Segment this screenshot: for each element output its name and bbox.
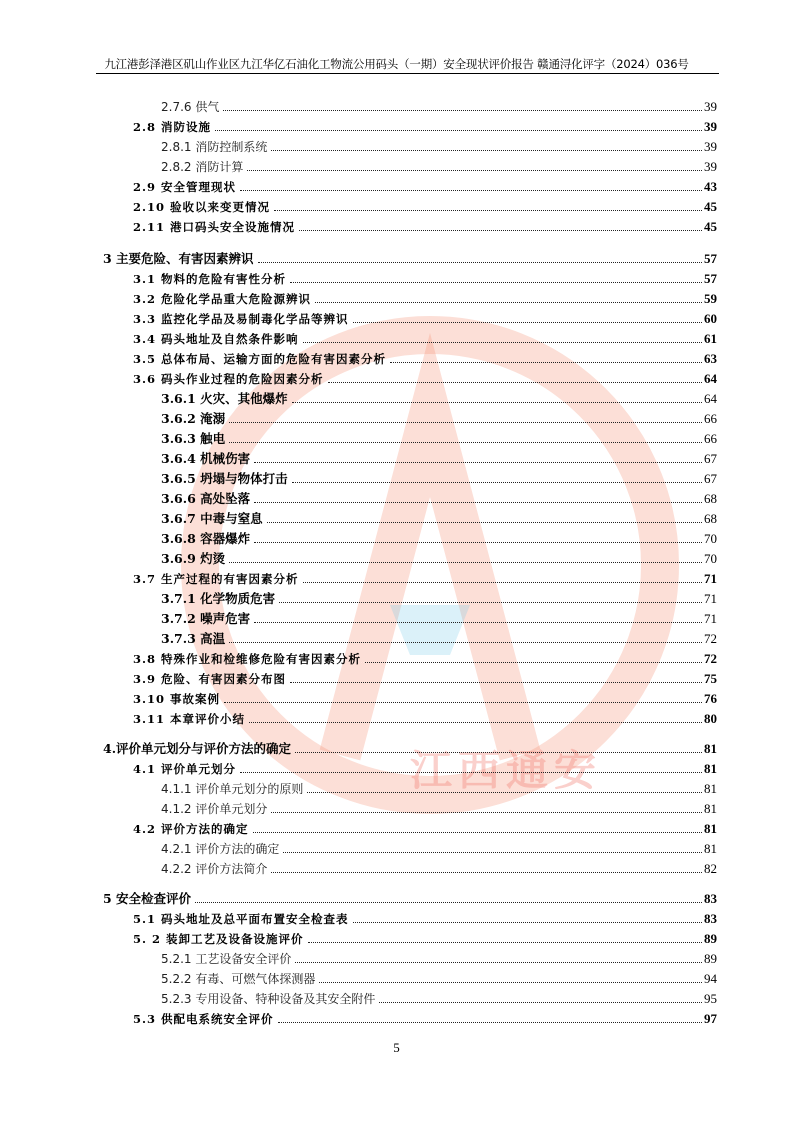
toc-entry-title: 3.6.9 灼烫 [161,551,226,566]
toc-entry-title: 3.6.2 淹溺 [161,411,226,426]
toc-entry[interactable] [133,267,717,287]
toc-entry-title: 3.2 危险化学品重大危险源辨识 [133,292,312,306]
toc-entry[interactable] [161,155,717,175]
toc-entry-page: 82 [704,861,717,876]
toc-entry[interactable] [161,467,717,487]
toc-entry-title: 4.1.1 评价单元划分的原则 [161,782,304,796]
toc-entry-title: 3.7 生产过程的有害因素分析 [133,572,299,586]
toc-entry[interactable] [133,115,717,135]
toc-entry-title: 4.1 评价单元划分 [133,762,237,776]
toc-entry-title: 5. 2 装卸工艺及设备设施评价 [133,932,304,946]
toc-leader-dots [229,562,702,563]
toc-entry-title: 3.6.5 坍塌与物体打击 [161,471,288,486]
toc-entry-title: 5.3 供配电系统安全评价 [133,1012,274,1026]
toc-entry[interactable] [133,567,717,587]
toc-entry-page: 83 [704,911,717,926]
toc-entry[interactable] [161,967,717,987]
toc-leader-dots [292,402,702,403]
toc-leader-dots [240,190,702,191]
toc-entry[interactable] [133,927,717,947]
toc-entry-page: 67 [704,451,717,466]
toc-leader-dots [365,662,702,663]
toc-leader-dots [229,422,702,423]
toc-entry-title: 3.5 总体布局、运输方面的危险有害因素分析 [133,352,387,366]
toc-entry[interactable] [133,307,717,327]
toc-entry[interactable] [103,737,717,757]
toc-entry[interactable] [133,707,717,727]
toc-entry[interactable] [133,907,717,927]
toc-entry-page: 45 [704,199,717,214]
toc-leader-dots [247,170,702,171]
toc-leader-dots [254,622,702,623]
toc-leader-dots [328,382,702,383]
toc-entry-page: 63 [704,351,717,366]
toc-entry-title: 2.10 验收以来变更情况 [133,200,271,214]
toc-leader-dots [229,442,702,443]
toc-entry-title: 3.7.3 高温 [161,631,226,646]
toc-entry[interactable] [133,647,717,667]
toc-entry[interactable] [161,447,717,467]
toc-leader-dots [195,902,702,903]
toc-entry-page: 89 [704,931,717,946]
toc-entry-title: 3.6.4 机械伤害 [161,451,251,466]
toc-entry[interactable] [133,667,717,687]
toc-entry[interactable] [161,547,717,567]
toc-entry-title: 3.4 码头地址及自然条件影响 [133,332,299,346]
toc-entry-title: 3.3 监控化学品及易制毒化学品等辨识 [133,312,349,326]
toc-entry-title: 3.11 本章评价小结 [133,712,246,726]
toc-entry-page: 81 [704,801,717,816]
toc-leader-dots [267,522,702,523]
toc-entry-page: 64 [704,371,717,386]
toc-entry-title: 2.9 安全管理现状 [133,180,237,194]
toc-entry-title: 5.1 码头地址及总平面布置安全检查表 [133,912,349,926]
toc-entry-page: 81 [704,821,717,836]
toc-leader-dots [295,962,702,963]
toc-entry-page: 66 [704,431,717,446]
toc-entry[interactable] [133,215,717,235]
toc-entry[interactable] [161,777,717,797]
toc-entry-title: 4.2.1 评价方法的确定 [161,842,280,856]
toc-entry[interactable] [103,247,717,267]
toc-entry-page: 64 [704,391,717,406]
toc-leader-dots [240,772,702,773]
toc-entry[interactable] [133,175,717,195]
toc-entry[interactable] [161,427,717,447]
toc-entry-page: 70 [704,551,717,566]
toc-entry[interactable] [133,327,717,347]
toc-leader-dots [299,230,702,231]
toc-leader-dots [319,982,702,983]
toc-entry-page: 70 [704,531,717,546]
toc-entry-page: 80 [704,711,717,726]
toc-entry-title: 3.9 危险、有害因素分布图 [133,672,287,686]
toc-entry[interactable] [161,947,717,967]
toc-leader-dots [223,110,702,111]
toc-entry-page: 57 [704,251,717,266]
toc-entry-title: 2.7.6 供气 [161,100,220,114]
page-number: 5 [393,1040,400,1055]
toc-leader-dots [271,812,702,813]
toc-leader-dots [303,582,702,583]
toc-entry-page: 39 [704,119,717,134]
toc-entry-title: 5.2.2 有毒、可燃气体探测器 [161,972,316,986]
toc-leader-dots [279,602,702,603]
toc-entry-page: 95 [704,991,717,1006]
toc-leader-dots [315,302,702,303]
toc-entry-title: 3.7.2 噪声危害 [161,611,251,626]
toc-entry-title: 3.6.8 容器爆炸 [161,531,251,546]
toc-entry-title: 2.8 消防设施 [133,120,212,134]
toc-entry-page: 97 [704,1011,717,1026]
toc-entry-title: 3.6 码头作业过程的危险因素分析 [133,372,324,386]
toc-leader-dots [278,1022,702,1023]
toc-entry[interactable] [161,135,717,155]
toc-entry[interactable] [133,195,717,215]
toc-entry-page: 71 [704,591,717,606]
toc-leader-dots [295,752,702,753]
toc-leader-dots [290,282,702,283]
toc-entry-page: 68 [704,491,717,506]
toc-leader-dots [258,262,702,263]
toc-entry[interactable] [133,347,717,367]
toc-entry[interactable] [161,587,717,607]
toc-leader-dots [254,502,702,503]
toc-entry[interactable] [133,1007,717,1027]
toc-leader-dots [271,150,702,151]
toc-entry-page: 43 [704,179,717,194]
toc-entry-page: 68 [704,511,717,526]
toc-entry-title: 2.11 港口码头安全设施情况 [133,220,296,234]
toc-leader-dots [254,542,702,543]
toc-entry[interactable] [161,387,717,407]
toc-entry[interactable] [161,857,717,877]
toc-entry-title: 3.6.7 中毒与窒息 [161,511,263,526]
toc-entry[interactable] [133,287,717,307]
toc-entry[interactable] [161,627,717,647]
toc-entry-title: 4.2 评价方法的确定 [133,822,249,836]
toc-leader-dots [229,642,702,643]
page-header: 九江港彭泽港区矶山作业区九江华亿石油化工物流公用码头（一期）安全现状评价报告 赣通浔化评字（2024）036号 [104,57,689,71]
toc-entry[interactable] [161,95,717,115]
toc-entry-title: 2.8.1 消防控制系统 [161,140,268,154]
toc-leader-dots [379,1002,702,1003]
toc-entry-title: 3.6.6 高处坠落 [161,491,251,506]
toc-entry[interactable] [133,687,717,707]
toc-entry-page: 94 [704,971,717,986]
toc-leader-dots [390,362,702,363]
toc-entry-title: 2.8.2 消防计算 [161,160,244,174]
toc-entry-page: 81 [704,761,717,776]
toc-entry-page: 81 [704,781,717,796]
toc-leader-dots [274,210,702,211]
toc-leader-dots [283,852,702,853]
toc-entry[interactable] [161,987,717,1007]
toc-entry-page: 72 [704,651,717,666]
toc-entry[interactable] [161,797,717,817]
watermark-text: 江西通安 [410,746,603,795]
toc-entry-page: 39 [704,139,717,154]
toc-entry-page: 39 [704,99,717,114]
toc-entry-page: 60 [704,311,717,326]
toc-entry-page: 61 [704,331,717,346]
toc-leader-dots [292,482,702,483]
toc-entry-title: 5.2.3 专用设备、特种设备及其安全附件 [161,992,376,1006]
toc-leader-dots [215,130,702,131]
toc-entry-title: 4.2.2 评价方法简介 [161,862,268,876]
toc-entry-title: 5 安全检查评价 [103,891,192,906]
toc-entry-page: 45 [704,219,717,234]
toc-entry-page: 89 [704,951,717,966]
toc-entry-page: 39 [704,159,717,174]
toc-entry-page: 57 [704,271,717,286]
toc-entry-title: 4.1.2 评价单元划分 [161,802,268,816]
toc-entry-page: 72 [704,631,717,646]
toc-entry[interactable] [103,887,717,907]
toc-entry-title: 3 主要危险、有害因素辨识 [103,251,254,266]
toc-entry-title: 3.10 事故案例 [133,692,221,706]
toc-leader-dots [303,342,702,343]
toc-entry[interactable] [161,527,717,547]
toc-entry[interactable] [161,507,717,527]
toc-leader-dots [307,792,702,793]
toc-entry-page: 83 [704,891,717,906]
toc-entry-title: 4.评价单元划分与评价方法的确定 [103,741,292,756]
toc-leader-dots [290,682,702,683]
toc-entry-page: 66 [704,411,717,426]
toc-leader-dots [271,872,702,873]
toc-leader-dots [353,922,702,923]
toc-entry[interactable] [133,367,717,387]
toc-entry-page: 59 [704,291,717,306]
toc-entry-page: 81 [704,841,717,856]
toc-entry-page: 75 [704,671,717,686]
toc-entry-title: 3.7.1 化学物质危害 [161,591,276,606]
toc-leader-dots [249,722,702,723]
toc-entry-title: 3.6.1 火灾、其他爆炸 [161,391,288,406]
toc-leader-dots [308,942,702,943]
toc-leader-dots [253,832,702,833]
toc-entry[interactable] [161,837,717,857]
toc-entry-page: 81 [704,741,717,756]
toc-entry-title: 5.2.1 工艺设备安全评价 [161,952,292,966]
toc-leader-dots [254,462,702,463]
toc-entry[interactable] [161,407,717,427]
toc-entry-title: 3.1 物料的危险有害性分析 [133,272,287,286]
toc-entry-page: 76 [704,691,717,706]
toc-leader-dots [224,702,702,703]
toc-entry[interactable] [161,487,717,507]
toc-entry-page: 71 [704,571,717,586]
toc-entry[interactable] [161,607,717,627]
toc-entry-page: 67 [704,471,717,486]
toc-entry-title: 3.8 特殊作业和检维修危险有害因素分析 [133,652,362,666]
toc-leader-dots [353,322,702,323]
toc-entry-page: 71 [704,611,717,626]
toc-entry[interactable] [133,757,717,777]
toc-entry[interactable] [133,817,717,837]
toc-entry-title: 3.6.3 触电 [161,431,226,446]
